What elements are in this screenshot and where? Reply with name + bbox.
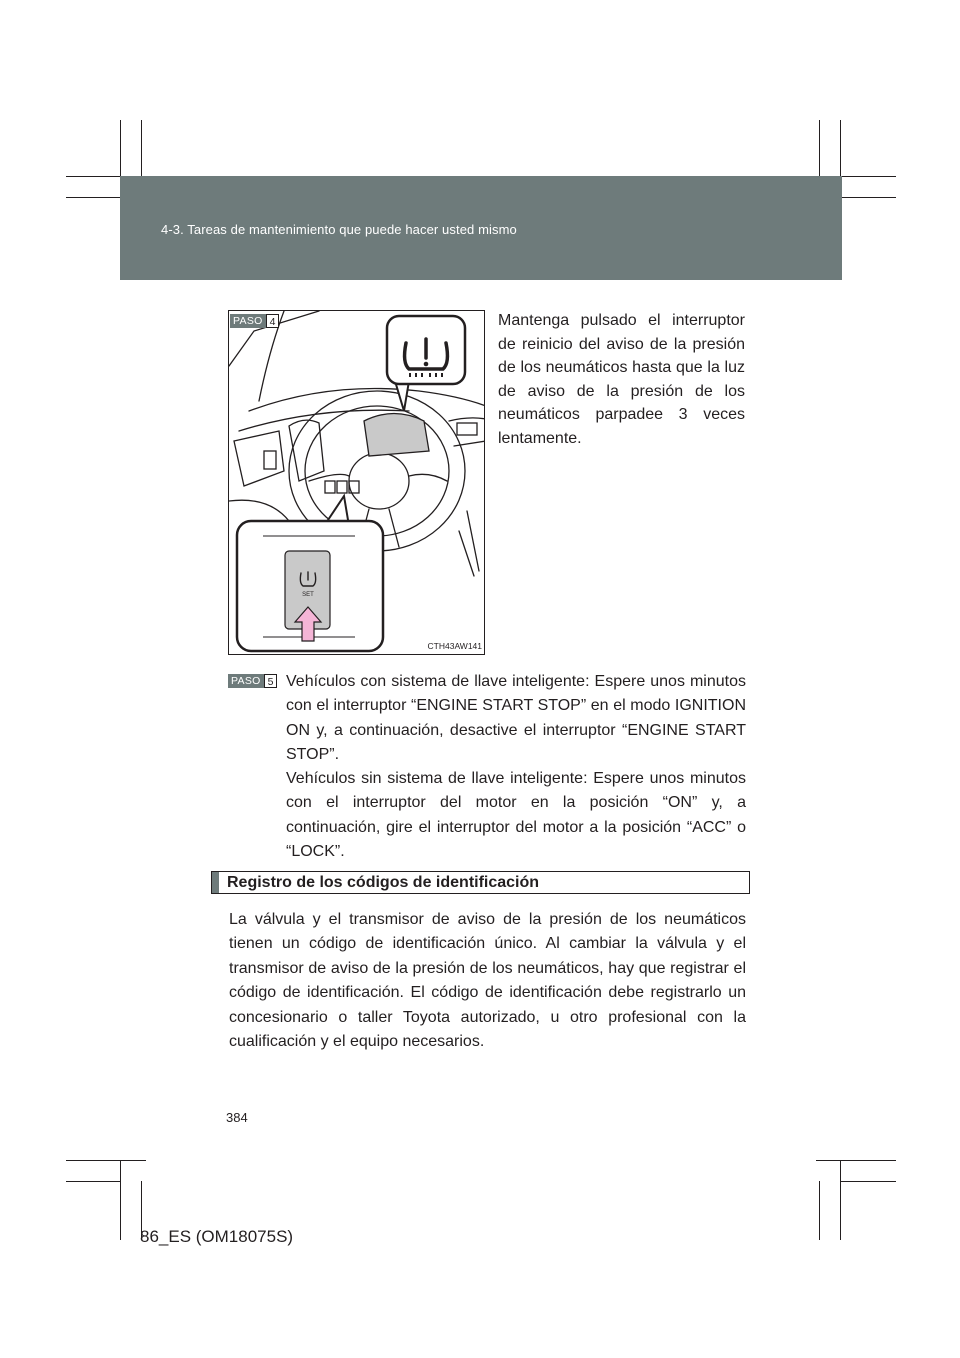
step-4-badge [230,314,279,328]
section-header-title: 4-3. Tareas de mantenimiento que puede hacer usted mismo [161,222,517,237]
section-body: La válvula y el transmisor de aviso de la presión de los neumáticos tienen un código de identificación único. Al cambiar la válvula y el transmisor de aviso de la presión de los neumáticos, hay que registrar el código de identificación. El código de identificación debe registrarlo un concesionario o taller Toyota autorizado, u otro profesional con la cualificación y el equipo necesarios. [229,911,746,1051]
step-5-badge [228,674,277,688]
dashboard-illustration [228,310,485,655]
step-badge-number: 5 [264,674,278,688]
crop-mark [66,1181,121,1182]
step-5-paragraph-no-smart-key: Vehículos sin sistema de llave inteligente: Espere unos minutos con el interruptor del motor en la posición “ON” y, a continuación, gire el interruptor del motor a la posición “ACC” o “LOCK”. [286,770,746,861]
section-heading-text: Registro de los códigos de identificación [227,873,540,891]
step-badge-number: 4 [266,314,280,328]
step-badge-word: PASO [230,314,266,328]
crop-mark [66,1160,146,1161]
section-heading-bar [212,872,219,893]
crop-mark [816,1160,896,1161]
crop-mark [840,1160,841,1240]
crop-mark [840,1181,896,1182]
step-5-paragraph-smart-key: Vehículos con sistema de llave inteligente: Espere unos minutos con el interruptor “ENGINE START STOP” en el modo IGNITION ON y, a continuación, desactive el interruptor “ENGINE START STOP”. [286,673,746,763]
steering-wheel-drawing [229,311,485,655]
page-number: 384 [226,1110,248,1125]
document-code: 86_ES (OM18075S) [140,1227,294,1246]
step-5-text [286,670,746,864]
section-heading [211,871,750,894]
figure-code: CTH43AW141 [427,641,482,651]
step-badge-word: PASO [228,674,264,688]
step-4-text: Mantenga pulsado el interruptor de reinicio del aviso de la presión de los neumáticos hasta que la luz de aviso de la presión de los neumáticos parpadee 3 veces lentamente. [498,312,745,447]
crop-mark [120,1160,121,1240]
set-switch-label: SET [302,592,314,598]
crop-mark [819,1181,820,1240]
